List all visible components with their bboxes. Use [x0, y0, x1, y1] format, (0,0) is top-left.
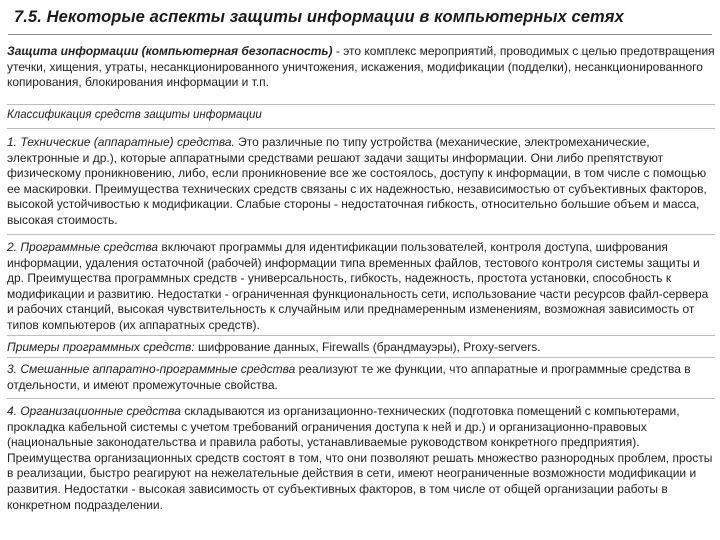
item-mixed-text: реализуют те же функции, что аппаратные и программные средства в отдельности, и имеют промежуточные свойства.	[7, 362, 691, 392]
item-software-text: включают программы для идентификации пользователей, контроля доступа, шифрования информации, удаления остаточной (рабочей) информации типа временных файлов, тестового контроля системы защиты и др. Преимущества программных средств - универсальность, гибкость, надежность, простота установки, способность к модификации и развитию. Недостатки - ограниченная функциональность сети, использование части ресурсов файл-сервера и рабочих станций, высокая чувствительность к случайным или преднамеренным изменениям, возможная зависимость от типов компьютеров (их аппаратных средств).	[7, 240, 709, 332]
title-divider	[8, 34, 712, 35]
definition-text: - это комплекс мероприятий, проводимых с целью предотвращения утечки, хищения, утраты, несанкционированного уничтожения, искажения, модификации (подделки), несанкционированного копирования, блокирования информации и т.п.	[7, 44, 715, 90]
page-title: 7.5. Некоторые аспекты защиты информации в компьютерных сетях	[14, 8, 624, 26]
item-software-term: 2. Программные средства	[7, 240, 159, 254]
item-technical-text: Это различные по типу устройства (механические, электромеханические, электронные и др.), которые аппаратными средствами решают задачи защиты информации. Они либо препятствуют физическому проникновению, либо, если проникновение все же состоялось, доступу к информации, в том числе с помощью ее маскировки. Преимущества технических средств связаны с их надежностью, независимостью от субъективных факторов, высокой устойчивостью к модификации. Слабые стороны - недостаточная гибкость, относительно большие объем и масса, высокая стоимость.	[7, 135, 707, 227]
divider	[7, 128, 715, 129]
examples-term: Примеры программных средств:	[7, 340, 195, 354]
item-organizational-term: 4. Организационные средства	[7, 404, 181, 418]
item-organizational	[7, 404, 715, 513]
item-technical-term: 1. Технические (аппаратные) средства.	[7, 135, 235, 149]
item-technical	[7, 135, 715, 229]
definition-term: Защита информации (компьютерная безопасность)	[7, 44, 333, 58]
divider	[7, 357, 715, 358]
item-mixed-term: 3. Смешанные аппаратно-программные средства	[7, 362, 296, 376]
divider	[7, 234, 715, 235]
definition-paragraph	[7, 44, 715, 91]
divider	[7, 398, 715, 399]
divider	[7, 335, 715, 336]
examples-text: шифрование данных, Firewalls (брандмауэры), Proxy-servers.	[194, 340, 541, 354]
item-organizational-text: складываются из организационно-технических (подготовка помещений с компьютерами, прокладка кабельной системы с учетом требований ограничения доступа к ней и др.) и организационно-правовых (национальные законодательства и правила работы, устанавливаемые руководством конкретного предприятия). Преимущества организационных средств состоят в том, что они позволяют решать множество разнородных проблем, просты в реализации, быстро реагируют на нежелательные действия в сети, имеют неограниченные возможности модификации и развития. Недостатки - высокая зависимость от субъективных факторов, в том числе от общей организации работы в конкретном подразделении.	[7, 404, 713, 512]
item-mixed	[7, 362, 715, 393]
examples-paragraph	[7, 340, 715, 356]
divider	[7, 104, 715, 105]
classification-heading: Классификация средств защиты информации	[7, 109, 262, 121]
item-software	[7, 240, 715, 334]
